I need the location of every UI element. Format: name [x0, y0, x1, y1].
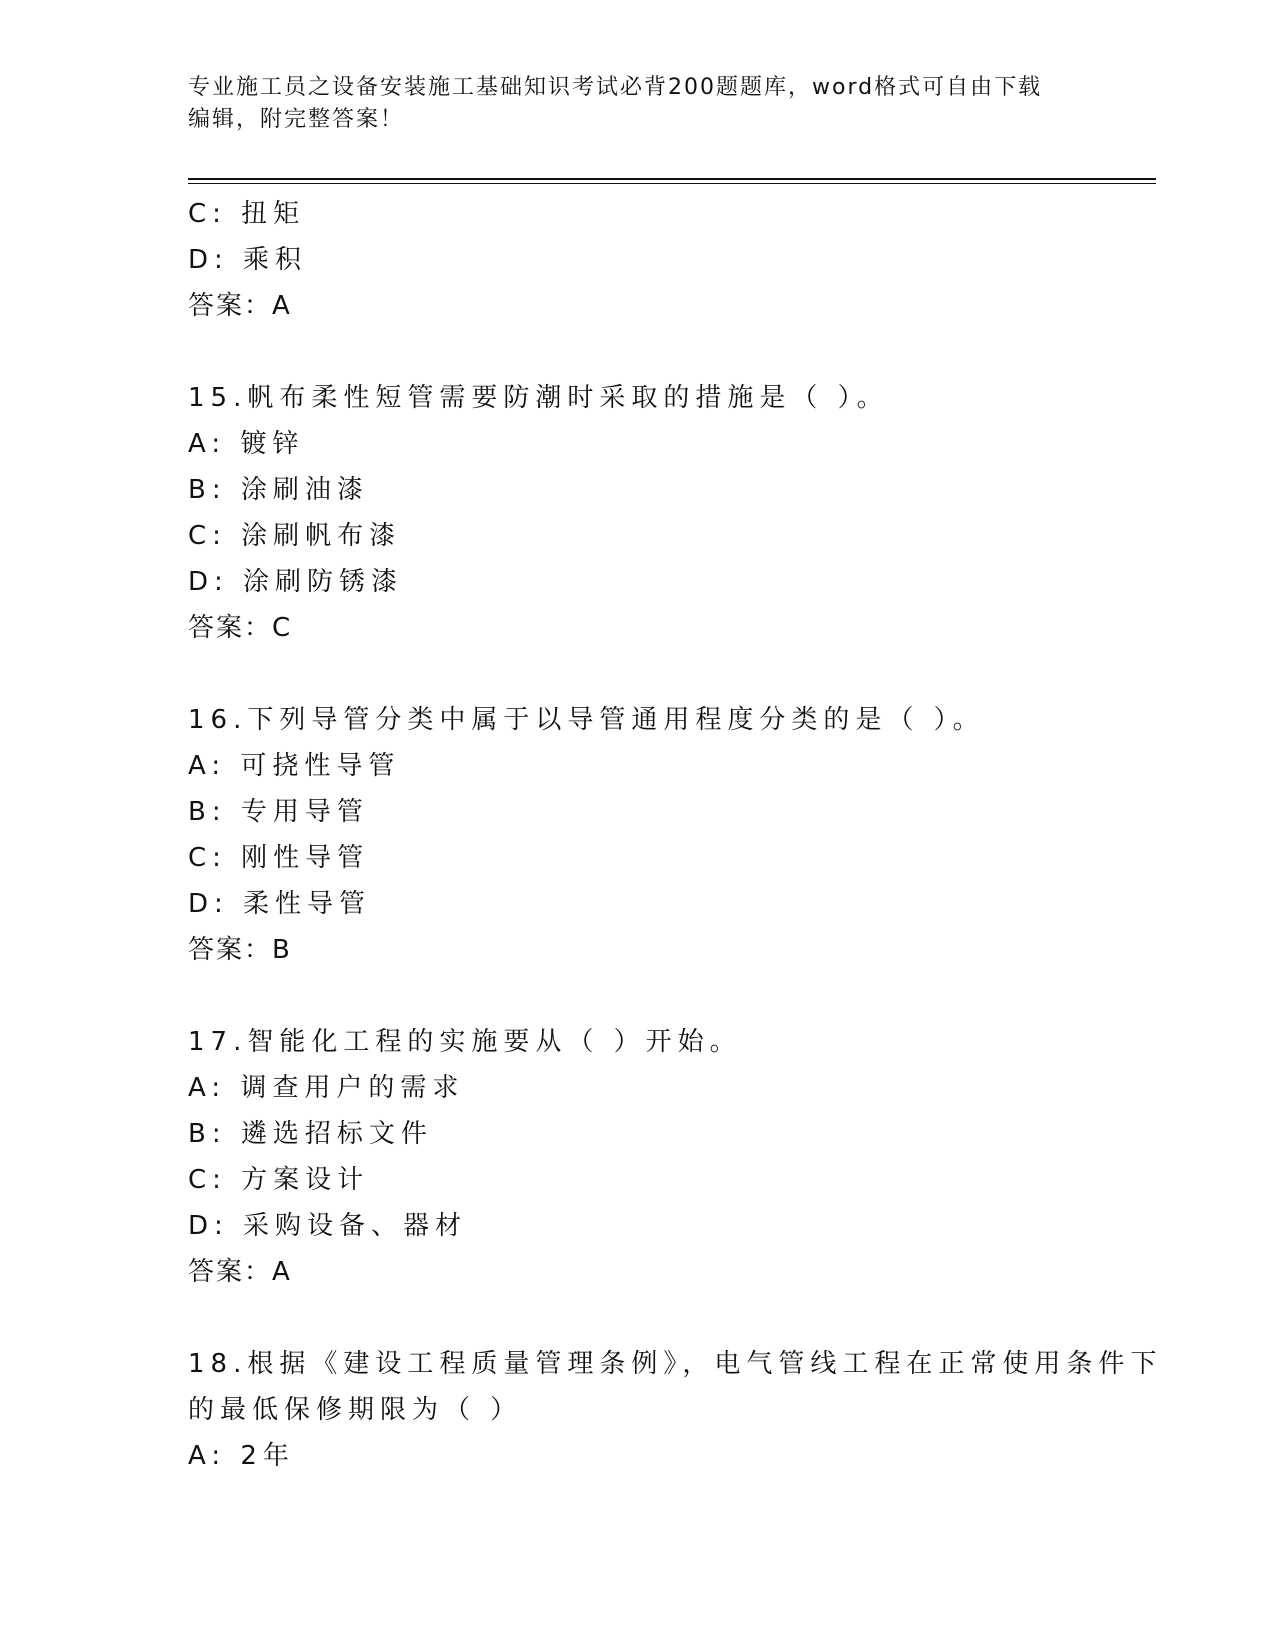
header-line-1: 专业施工员之设备安装施工基础知识考试必背200题题库，word格式可自由下载	[188, 75, 1043, 100]
question-17	[188, 1019, 1088, 1295]
answer: 答案：A	[188, 1257, 292, 1287]
question-text: 17.智能化工程的实施要从（ ）开始。	[188, 1027, 742, 1057]
answer: 答案：A	[188, 291, 292, 321]
header-rule-thin	[188, 183, 1156, 184]
option-c: C: 涂刷帆布漆	[188, 521, 402, 551]
option-a: A: 2年	[188, 1441, 295, 1471]
question-16	[188, 697, 1088, 973]
option-d: D: 采购设备、器材	[188, 1211, 468, 1241]
option-c: C: 方案设计	[188, 1165, 370, 1195]
header-line-2: 编辑，附完整答案！	[188, 107, 405, 132]
question-15	[188, 375, 1088, 651]
question-18	[188, 1341, 1163, 1479]
question-text: 15.帆布柔性短管需要防潮时采取的措施是（ ）。	[188, 383, 889, 413]
option-a: A: 可挠性导管	[188, 751, 401, 781]
option-c: C: 扭矩	[188, 199, 306, 229]
question-text-line-1: 18.根据《建设工程质量管理条例》，电气管线工程在正常使用条件下	[188, 1349, 1163, 1379]
question-14-tail	[188, 191, 1088, 329]
header-rule-thick	[188, 178, 1156, 180]
answer: 答案：B	[188, 935, 292, 965]
option-b: B: 遴选招标文件	[188, 1119, 433, 1149]
answer: 答案：C	[188, 613, 293, 643]
option-b: B: 涂刷油漆	[188, 475, 369, 505]
document-body	[188, 191, 1163, 1479]
document-header	[188, 72, 1088, 136]
option-a: A: 调查用户的需求	[188, 1073, 465, 1103]
option-a: A: 镀锌	[188, 429, 305, 459]
option-d: D: 柔性导管	[188, 889, 372, 919]
question-text-line-2: 的最低保修期限为（ ）	[188, 1395, 523, 1425]
option-d: D: 乘积	[188, 245, 308, 275]
option-c: C: 刚性导管	[188, 843, 370, 873]
option-b: B: 专用导管	[188, 797, 369, 827]
question-text: 16.下列导管分类中属于以导管通用程度分类的是（ ）。	[188, 705, 985, 735]
option-d: D: 涂刷防锈漆	[188, 567, 404, 597]
